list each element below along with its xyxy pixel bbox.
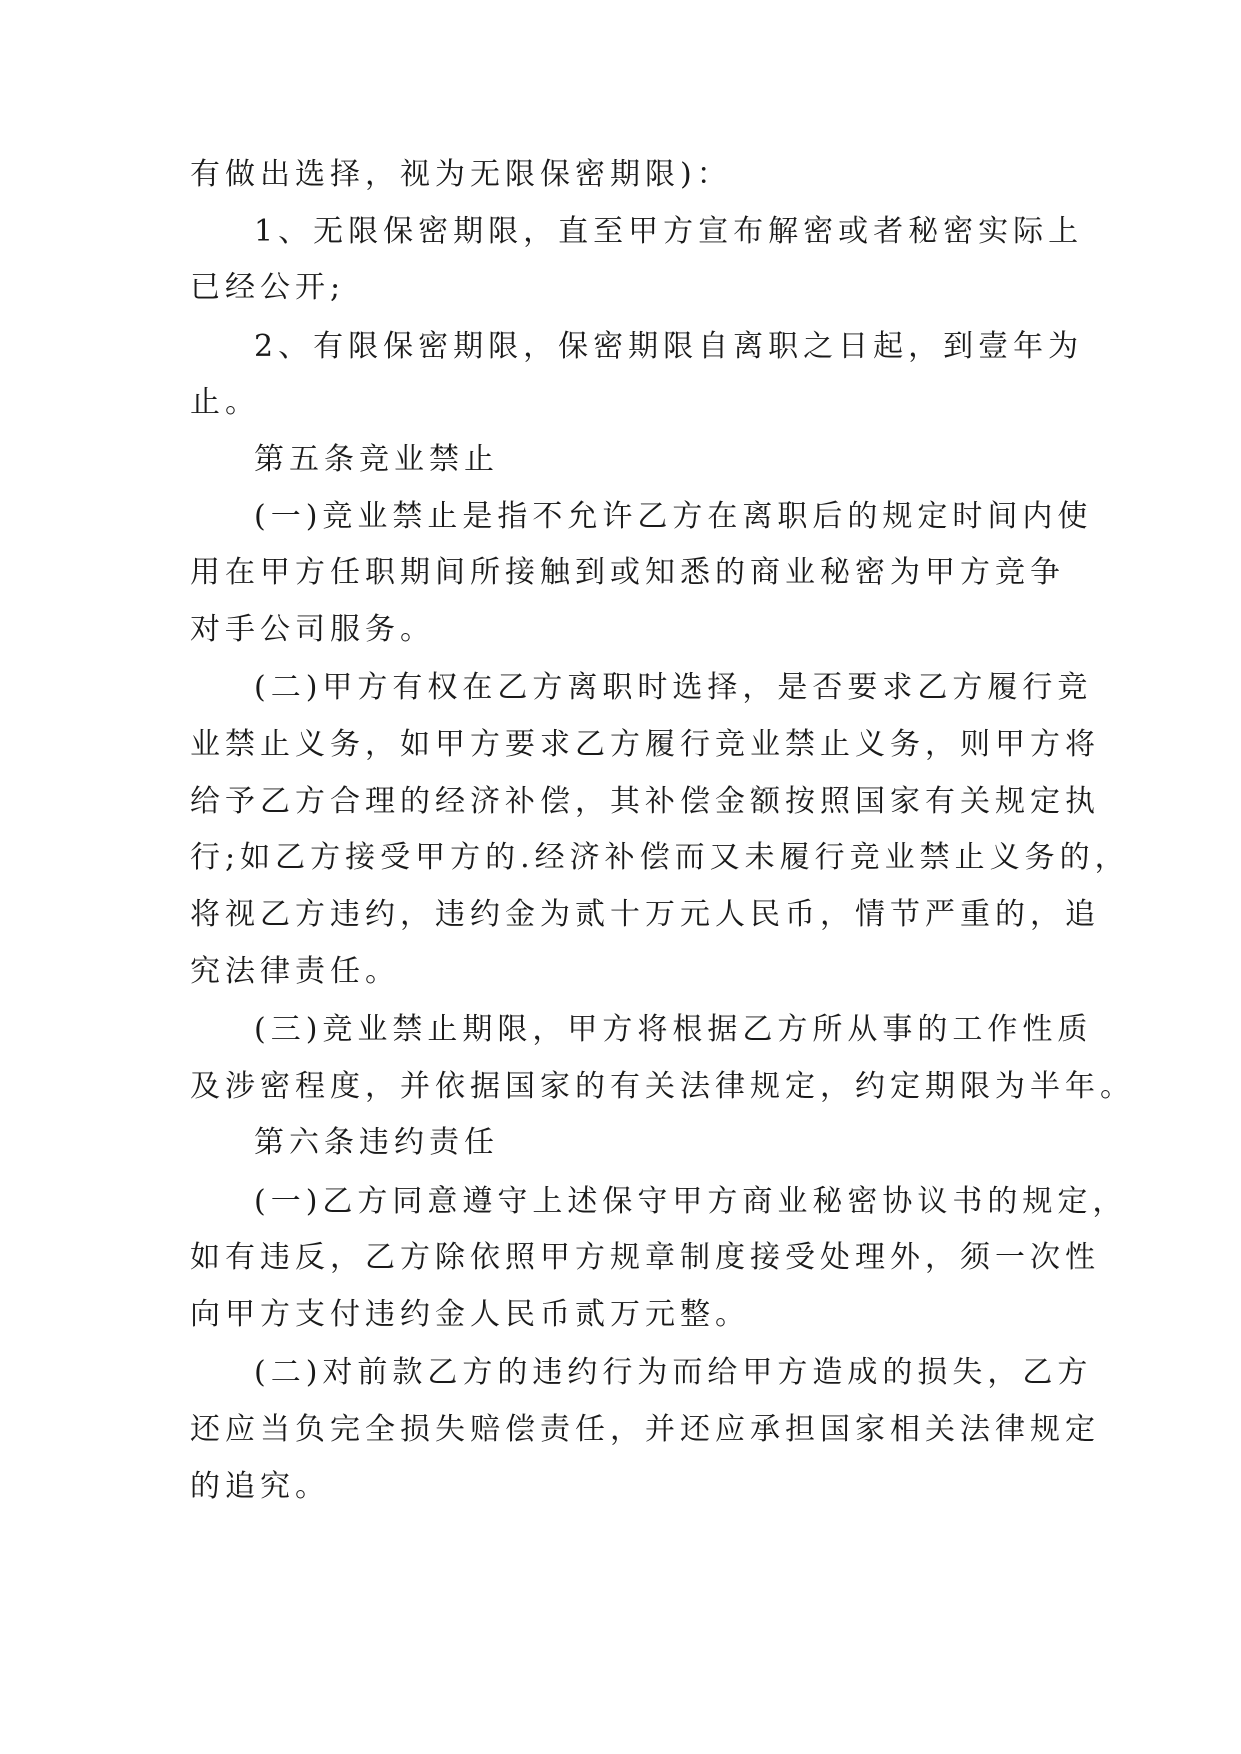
text-line: 已经公开;	[190, 270, 346, 305]
text-line: (三)竞业禁止期限，甲方将根据乙方所从事的工作性质	[254, 1012, 1093, 1047]
text-line: (一)乙方同意遵守上述保守甲方商业秘密协议书的规定，	[254, 1184, 1128, 1219]
text-line: 向甲方支付违约金人民币贰万元整。	[190, 1297, 750, 1332]
text-line: 对手公司服务。	[190, 612, 435, 647]
text-line: 将视乙方违约，违约金为贰十万元人民币，情节严重的，追	[190, 897, 1100, 932]
text-line: 的追究。	[190, 1469, 330, 1504]
text-line: 给予乙方合理的经济补偿，其补偿金额按照国家有关规定执	[190, 784, 1100, 819]
text-line: 2、有限保密期限，保密期限自离职之日起，到壹年为	[254, 329, 1084, 364]
text-line: (二)对前款乙方的违约行为而给甲方造成的损失，乙方	[254, 1355, 1093, 1390]
text-line: 1、无限保密期限，直至甲方宣布解密或者秘密实际上	[254, 214, 1084, 249]
text-line: 如有违反，乙方除依照甲方规章制度接受处理外，须一次性	[190, 1240, 1100, 1275]
section-heading: 第五条竞业禁止	[254, 442, 499, 477]
text-line: (一)竞业禁止是指不允许乙方在离职后的规定时间内使	[254, 499, 1093, 534]
text-line: 究法律责任。	[190, 954, 400, 989]
text-line: (二)甲方有权在乙方离职时选择，是否要求乙方履行竞	[254, 670, 1093, 705]
section-heading: 第六条违约责任	[254, 1125, 499, 1160]
text-line: 行;如乙方接受甲方的.经济补偿而又未履行竞业禁止义务的，	[190, 840, 1130, 875]
text-line: 及涉密程度，并依据国家的有关法律规定，约定期限为半年。	[190, 1069, 1135, 1104]
text-line: 有做出选择，视为无限保密期限)：	[190, 157, 732, 192]
text-line: 还应当负完全损失赔偿责任，并还应承担国家相关法律规定	[190, 1412, 1100, 1447]
text-line: 业禁止义务，如甲方要求乙方履行竞业禁止义务，则甲方将	[190, 727, 1100, 762]
text-line: 用在甲方任职期间所接触到或知悉的商业秘密为甲方竞争	[190, 555, 1065, 590]
text-line: 止。	[190, 385, 260, 420]
